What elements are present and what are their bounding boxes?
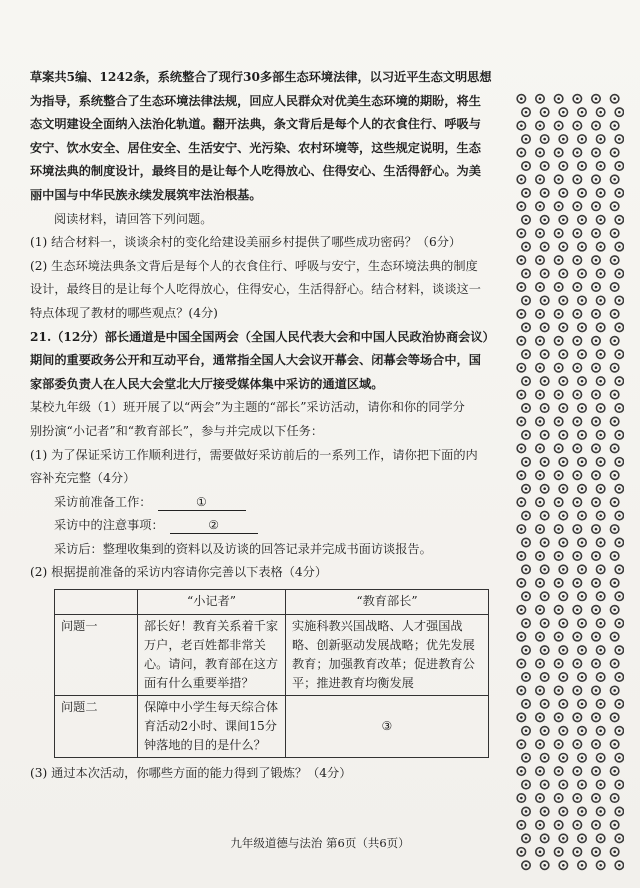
activity-description bbox=[30, 396, 500, 443]
question-21-line: 期间的重要政务公开和互动平台，通常指全国人大会议开幕会、闭幕会等场合中，国 bbox=[30, 353, 481, 368]
intro-line: 丽中国与中华民族永续发展筑牢法治根基。 bbox=[30, 187, 262, 202]
intro-line: 为指导，系统整合了生态环境法律法规，回应人民群众对优美生态环境的期盼，将生 bbox=[30, 93, 481, 108]
question-2-line: 特点体现了教材的哪些观点？(4分) bbox=[30, 305, 218, 320]
row-label: 问题一 bbox=[55, 615, 138, 696]
intro-line: 草案共5编、1242条，系统整合了现行30多部生态环境法律，以习近平生态文明思想 bbox=[30, 70, 492, 84]
answer-blank-1[interactable]: ① bbox=[158, 494, 246, 511]
fill-row-before bbox=[54, 491, 500, 515]
table-header-row bbox=[55, 590, 489, 615]
task-2: (2) 根据提前准备的采访内容请你完善以下表格（4分） bbox=[30, 565, 328, 580]
table-header-empty bbox=[55, 590, 138, 615]
question-2 bbox=[30, 255, 500, 326]
task-1-line: 容补充完整（4分） bbox=[30, 471, 136, 486]
task-3: (3) 通过本次活动，你哪些方面的能力得到了锻炼？（4分） bbox=[30, 766, 352, 781]
task-1-line: (1) 为了保证采访工作顺利进行，需要做好采访前后的一系列工作，请你把下面的内 bbox=[30, 447, 478, 462]
question-21-line: 家部委负责人在人民大会堂北大厅接受媒体集中采访的通道区域。 bbox=[30, 376, 384, 391]
page-content bbox=[30, 66, 500, 786]
question-21-line: 21.（12分）部长通道是中国全国两会（全国人民代表大会和中国人民政治协商会议） bbox=[30, 329, 495, 344]
task-1 bbox=[30, 444, 500, 491]
answer-blank-3[interactable]: ③ bbox=[286, 696, 489, 758]
table-row bbox=[55, 696, 489, 758]
question-21-intro bbox=[30, 326, 500, 397]
intro-line: 环境法典的制度设计，最终目的是让每个人吃得放心、住得安心、生活得舒心。为美 bbox=[30, 164, 481, 179]
question-1: (1) 结合材料一，谈谈余村的变化给建设美丽乡村提供了哪些成功密码？（6分） bbox=[30, 235, 462, 250]
question-2-line: (2) 生态环境法典条文背后是每个人的衣食住行、呼吸与安宁，生态环境法典的制度 bbox=[30, 258, 478, 273]
fill-label: 采访前准备工作： bbox=[54, 494, 152, 509]
table-header-reporter: “小记者” bbox=[138, 590, 286, 615]
intro-line: 态文明建设全面纳入法治化轨道。翻开法典，条文背后是每个人的衣食住行、呼吸与 bbox=[30, 117, 481, 132]
page-footer: 九年级道德与法治 第6页（共6页） bbox=[230, 836, 410, 850]
after-interview-text: 采访后：整理收集到的资料以及访谈的回答记录并完成书面访谈报告。 bbox=[54, 541, 432, 556]
question-2-line: 设计，最终目的是让每个人吃得放心，住得安心，生活得舒心。结合材料，谈谈这一 bbox=[30, 282, 481, 297]
table-header-minister: “教育部长” bbox=[286, 590, 489, 615]
decorative-border-pattern bbox=[512, 92, 624, 872]
intro-paragraph bbox=[30, 66, 500, 208]
activity-line: 别扮演“小记者”和“教育部长”，参与并完成以下任务： bbox=[30, 423, 324, 438]
activity-line: 某校九年级（1）班开展了以“两会”为主题的“部长”采访活动，请你和你的同学分 bbox=[30, 400, 465, 415]
table-row bbox=[55, 615, 489, 696]
row-label: 问题二 bbox=[55, 696, 138, 758]
fill-label: 采访中的注意事项： bbox=[54, 518, 164, 533]
fill-row-during bbox=[54, 514, 500, 538]
answer-blank-2[interactable]: ② bbox=[170, 517, 258, 534]
reading-prompt: 阅读材料，请回答下列问题。 bbox=[54, 211, 213, 226]
reporter-question: 保障中小学生每天综合体育活动2小时、课间15分钟落地的目的是什么？ bbox=[138, 696, 286, 758]
reporter-question: 部长好！教育关系着千家万户，老百姓都非常关心。请问，教育部在这方面有什么重要举措？ bbox=[138, 615, 286, 696]
minister-answer: 实施科教兴国战略、人才强国战略、创新驱动发展战略；优先发展教育；加强教育改革；促进教育公平；推进教育均衡发展 bbox=[286, 615, 489, 696]
interview-table bbox=[54, 589, 489, 758]
intro-line: 安宁、饮水安全、居住安全、生活安宁、光污染、农村环境等，这些规定说明，生态 bbox=[30, 140, 481, 155]
